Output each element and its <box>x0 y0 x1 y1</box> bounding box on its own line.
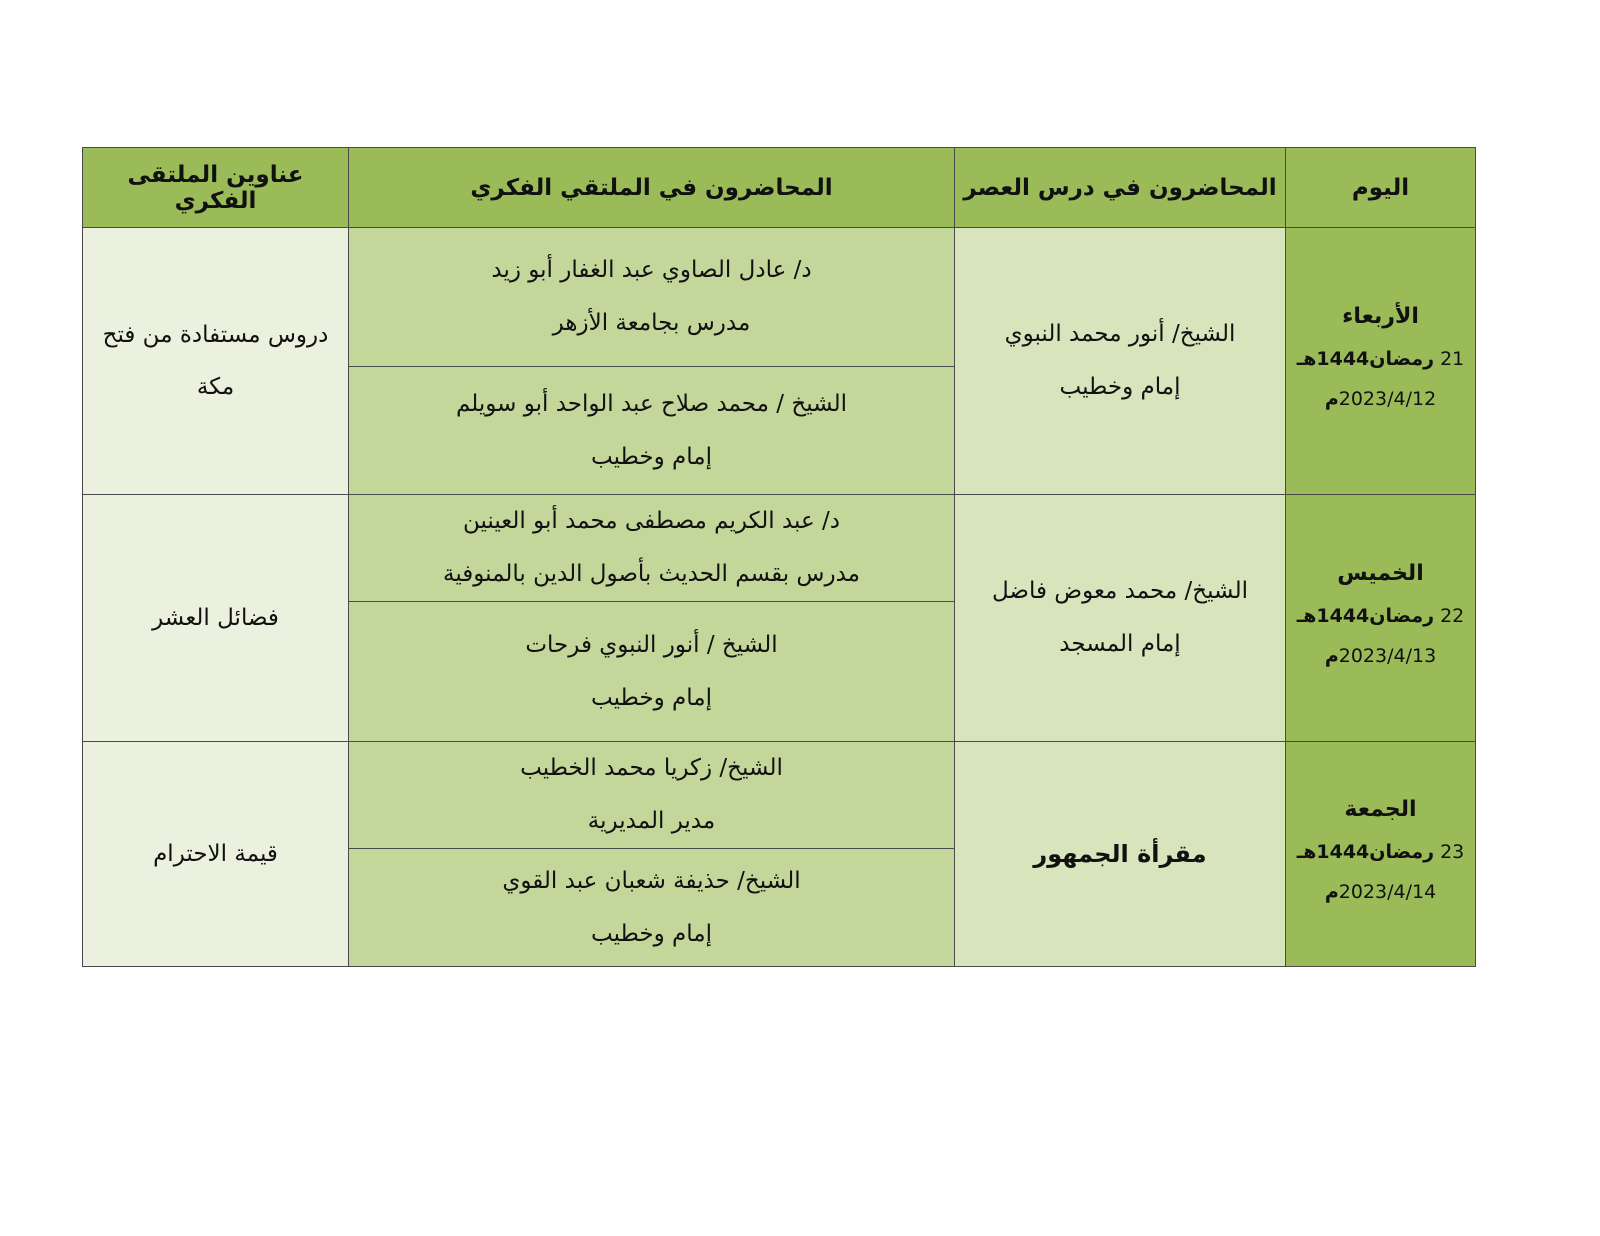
multaqa-lecturer-title: إمام وخطيب <box>591 920 712 947</box>
multaqa-lecturer-name: الشيخ / أنور النبوي فرحات <box>525 631 778 658</box>
table-row <box>83 495 1476 602</box>
table-row <box>83 742 1476 849</box>
multaqa-lecturer-cell <box>349 849 955 967</box>
multaqa-lecturer-title: إمام وخطيب <box>591 684 712 711</box>
day-cell <box>1286 228 1476 495</box>
header-day: اليوم <box>1286 148 1476 228</box>
multaqa-lecturer-title: إمام وخطيب <box>591 443 712 470</box>
multaqa-lecturer-name: د/ عبد الكريم مصطفى محمد أبو العينين <box>462 508 841 534</box>
multaqa-lecturer-name: الشيخ/ زكريا محمد الخطيب <box>520 755 783 781</box>
multaqa-lecturer-cell <box>349 228 955 367</box>
topic-title: فضائل العشر <box>152 605 279 631</box>
asr-lecturer-title: إمام المسجد <box>1059 631 1181 657</box>
topic-cell <box>83 742 349 967</box>
multaqa-lecturer-name: الشيخ/ حذيفة شعبان عبد القوي <box>502 867 801 894</box>
topic-cell <box>83 228 349 495</box>
asr-lecturer-name: الشيخ/ أنور محمد النبوي <box>1004 321 1236 347</box>
hijri-date: 23 رمضان1444هـ <box>1296 840 1465 863</box>
gregorian-date: 2023/4/13م <box>1324 644 1437 667</box>
header-row <box>83 148 1476 228</box>
asr-special-session: مقرأة الجمهور <box>1033 840 1207 868</box>
header-asr-lecturers: المحاضرون في درس العصر <box>955 148 1286 228</box>
multaqa-lecturer-name: د/ عادل الصاوي عبد الغفار أبو زيد <box>491 257 812 283</box>
topic-title: دروس مستفادة من فتح مكة <box>102 322 329 400</box>
multaqa-lecturer-title: مدرس بجامعة الأزهر <box>552 310 751 336</box>
hijri-date: 21 رمضان1444هـ <box>1296 347 1465 370</box>
multaqa-lecturer-title: مدير المديرية <box>587 808 716 834</box>
topic-cell <box>83 495 349 742</box>
multaqa-lecturer-name: الشيخ / محمد صلاح عبد الواحد أبو سويلم <box>455 390 848 417</box>
asr-lecturer-cell <box>955 495 1286 742</box>
hijri-date: 22 رمضان1444هـ <box>1296 604 1465 627</box>
day-name: الجمعة <box>1344 796 1417 822</box>
gregorian-date: 2023/4/14م <box>1324 880 1437 903</box>
header-multaqa-titles: عناوين الملتقى الفكري <box>83 148 349 228</box>
day-cell <box>1286 742 1476 967</box>
multaqa-lecturer-cell <box>349 742 955 849</box>
day-name: الخميس <box>1337 560 1424 586</box>
multaqa-lecturer-cell <box>349 602 955 742</box>
table-row <box>83 228 1476 367</box>
asr-lecturer-name: الشيخ/ محمد معوض فاضل <box>992 578 1248 604</box>
header-multaqa-lecturers: المحاضرون في الملتقي الفكري <box>349 148 955 228</box>
topic-title: قيمة الاحترام <box>153 841 278 867</box>
day-cell <box>1286 495 1476 742</box>
day-name: الأربعاء <box>1342 303 1419 329</box>
asr-lecturer-cell <box>955 228 1286 495</box>
gregorian-date: 2023/4/12م <box>1324 387 1437 410</box>
multaqa-lecturer-cell <box>349 495 955 602</box>
asr-lecturer-cell <box>955 742 1286 967</box>
asr-lecturer-title: إمام وخطيب <box>1059 374 1181 400</box>
multaqa-lecturer-cell <box>349 367 955 495</box>
schedule-table <box>82 147 1476 967</box>
multaqa-lecturer-title: مدرس بقسم الحديث بأصول الدين بالمنوفية <box>442 561 860 587</box>
